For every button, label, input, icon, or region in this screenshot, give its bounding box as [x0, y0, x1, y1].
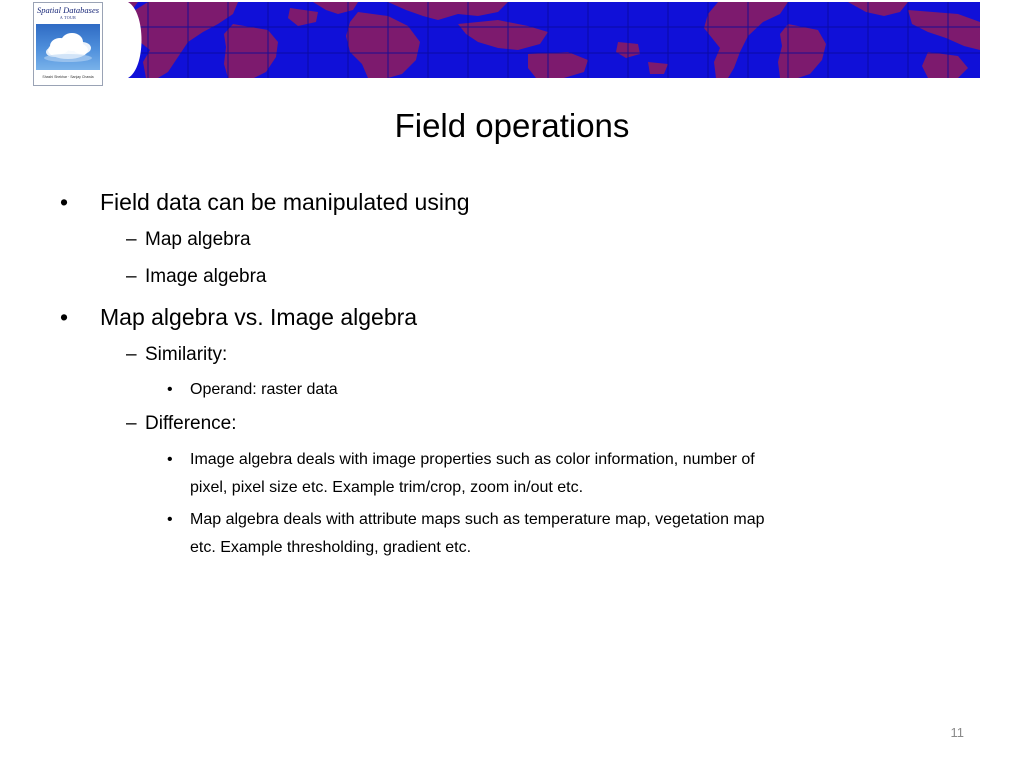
- bullet-level3-text: Map algebra deals with attribute maps such as temperature map, vegetation map: [190, 511, 765, 528]
- sub-bullet-marker: •: [167, 381, 173, 398]
- bullet-level3-text: Image algebra deals with image properties such as color information, number of: [190, 451, 755, 468]
- book-cover-title: Spatial Databases: [36, 5, 100, 15]
- bullet-level2-text: Similarity:: [145, 344, 228, 365]
- dash-marker: –: [126, 266, 137, 287]
- dash-marker: –: [126, 229, 137, 250]
- dash-marker: –: [126, 413, 137, 434]
- page-number: 11: [950, 725, 964, 740]
- bullet-level3-text-continued: etc. Example thresholding, gradient etc.: [190, 539, 472, 556]
- bullet-level1-text: Field data can be manipulated using: [100, 189, 470, 215]
- bullet-marker: •: [60, 189, 69, 215]
- bullet-level2-text: Difference:: [145, 413, 237, 434]
- sub-bullet-marker: •: [167, 511, 173, 528]
- bullet-level3-text-continued: pixel, pixel size etc. Example trim/crop, zoom in/out etc.: [190, 479, 584, 496]
- bullet-level3-text: Operand: raster data: [190, 381, 338, 398]
- book-cover-authors: Shashi Shekhar · Sanjay Chawla: [42, 75, 94, 79]
- book-cover-subtitle: A TOUR: [59, 15, 77, 20]
- sub-bullet-marker: •: [167, 451, 173, 468]
- slide-title: Field operations: [394, 107, 630, 144]
- bullet-level2-text: Map algebra: [145, 229, 251, 250]
- bullet-level1-text: Map algebra vs. Image algebra: [100, 304, 418, 330]
- dash-marker: –: [126, 344, 137, 365]
- bullet-level2-text: Image algebra: [145, 266, 267, 287]
- bullet-marker: •: [60, 304, 69, 330]
